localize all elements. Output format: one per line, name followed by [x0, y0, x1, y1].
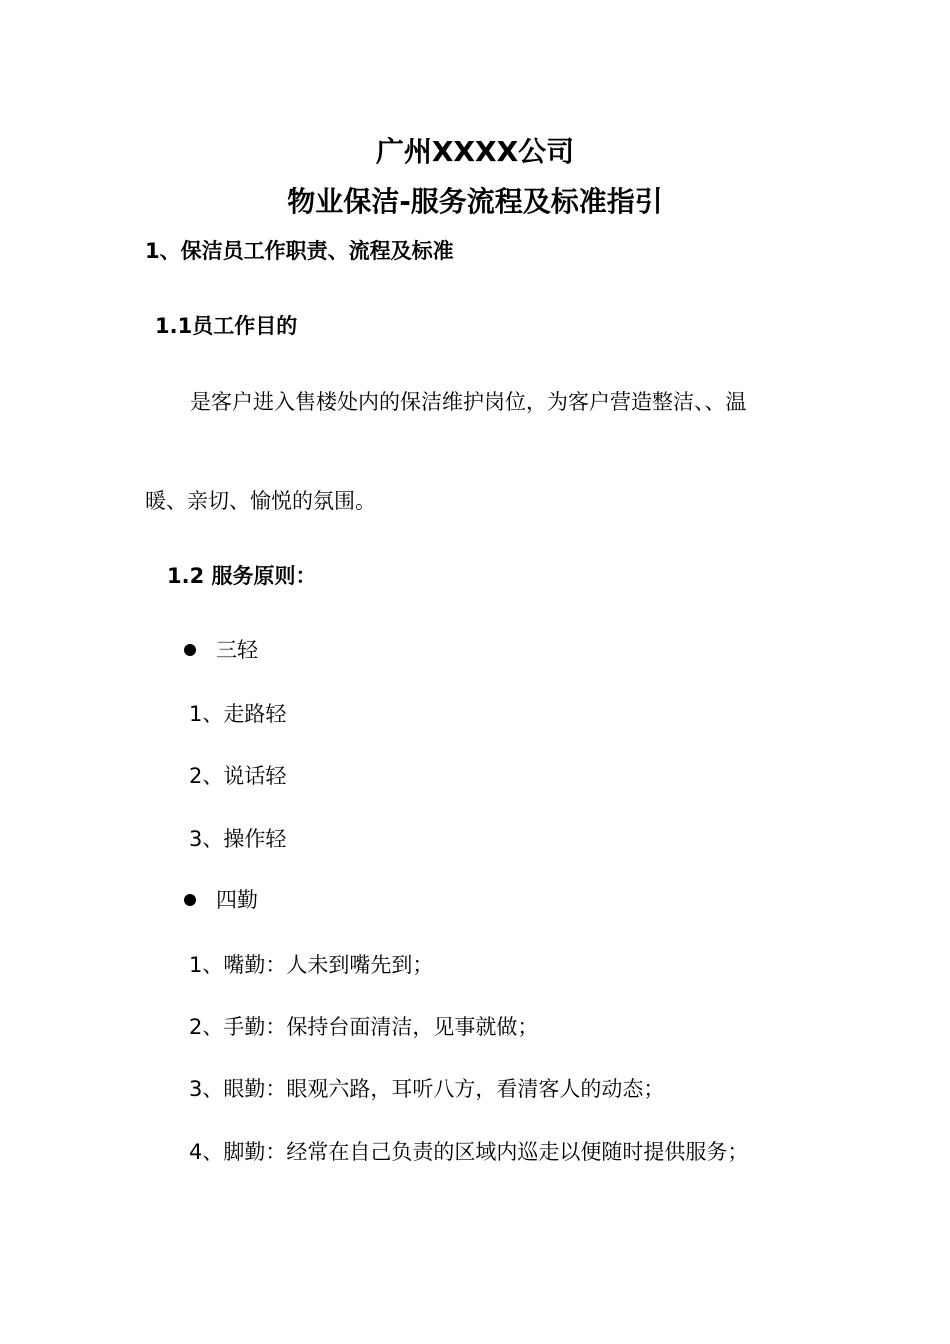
list-item: 1、走路轻 [189, 702, 287, 726]
paragraph-line: 暖、亲切、愉悦的氛围。 [145, 489, 376, 513]
bullet-icon [184, 894, 196, 906]
principle-label: 四勤 [216, 888, 258, 912]
section-heading: 1、保洁员工作职责、流程及标准 [145, 239, 454, 263]
list-item: 3、操作轻 [189, 827, 287, 851]
document-title-main: 物业保洁-服务流程及标准指引 [287, 185, 663, 218]
document-title-company: 广州XXXX公司 [375, 135, 575, 168]
list-item: 4、脚勤：经常在自己负责的区域内巡走以便随时提供服务； [189, 1140, 749, 1164]
subsection-heading-principles: 1.2 服务原则： [167, 564, 317, 588]
paragraph-line: 是客户进入售楼处内的保洁维护岗位，为客户营造整洁、、温 [190, 390, 747, 414]
list-item: 2、手勤：保持台面清洁，见事就做； [189, 1015, 539, 1039]
list-item: 2、说话轻 [189, 764, 287, 788]
list-item: 1、嘴勤：人未到嘴先到； [189, 953, 434, 977]
subsection-heading-purpose: 1.1员工作目的 [155, 314, 298, 338]
bullet-icon [184, 644, 196, 656]
principle-label: 三轻 [216, 638, 258, 662]
list-item: 3、眼勤：眼观六路，耳听八方，看清客人的动态； [189, 1077, 665, 1101]
